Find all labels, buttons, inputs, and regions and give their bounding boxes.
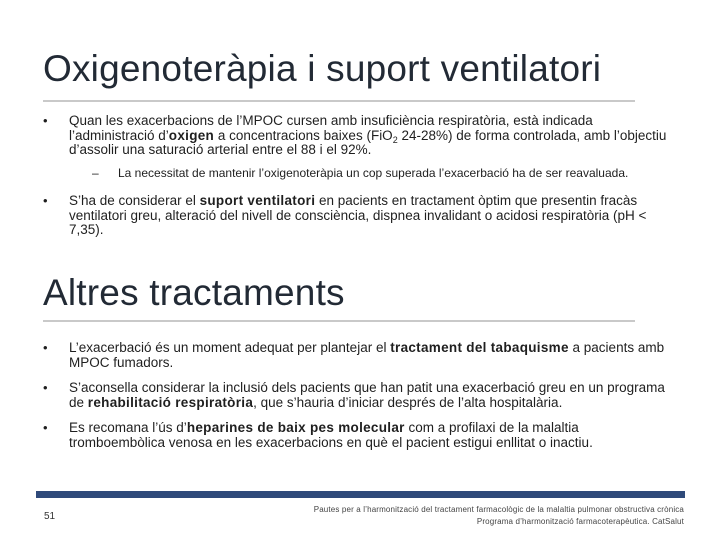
footer-program-name: Programa d’harmonització farmacoterapèutica. CatSalut	[476, 517, 684, 526]
bold-term: rehabilitació respiratòria	[87, 394, 254, 410]
subscript: 2	[392, 134, 398, 145]
bold-term: suport ventilatori	[199, 193, 316, 208]
page-number: 51	[44, 511, 56, 522]
bold-term: oxigen	[168, 127, 215, 143]
dash-marker: –	[92, 166, 99, 180]
bullet-text: Es recomana l’ús d’heparines de baix pes molecular com a profilaxi de la malaltia tromboembòlica venosa en les exacerbacions en què el pacient estigui enllitat o inactiu.	[69, 420, 593, 450]
footer-bar	[36, 491, 685, 498]
bullet-marker: •	[43, 380, 48, 395]
footer-document-title: Pautes per a l’harmonització del tractament farmacològic de la malaltia pulmonar obstructiva crònica	[313, 505, 684, 514]
bullet-text: Quan les exacerbacions de l’MPOC cursen amb insuficiència respiratòria, està indicada l’administració d’oxigen a concentracions baixes (FiO$_2$ 24-28%) de forma controlada, amb l’objectiu d’assolir una saturació arterial entre el 88 i el 92%.	[69, 113, 667, 157]
bullet-marker: •	[43, 193, 48, 208]
bullet-text: L’exacerbació és un moment adequat per plantejar el tractament del tabaquisme a pacients amb MPOC fumadors.	[69, 340, 665, 370]
bullet-marker: •	[43, 340, 48, 355]
section-title-other-treatments: Altres tractaments	[43, 272, 345, 313]
sub-bullet-text: La necessitat de mantenir l’oxigenoteràpia un cop superada l’exacerbació ha de ser reavaluada.	[118, 166, 629, 180]
bullet-text: S’ha de considerar el suport ventilatori en pacients en tractament òptim que presentin fracàs ventilatori greu, alteració del nivell de consciència, dispnea invalidant o acidosi respiratòria (pH < 7,35).	[69, 193, 647, 237]
bullet-marker: •	[43, 113, 48, 128]
title-divider	[43, 100, 635, 102]
bullet-marker: •	[43, 420, 48, 435]
section-title-oxygen: Oxigenoteràpia i suport ventilatori	[43, 48, 602, 89]
title-divider	[43, 320, 635, 322]
bullet-text: S’aconsella considerar la inclusió dels pacients que han patit una exacerbació greu en un programa de rehabilitació respiratòria, que s’hauria d’iniciar després de l’alta hospitalària.	[69, 380, 665, 410]
bold-term: tractament del tabaquisme	[390, 340, 569, 355]
bold-term: heparines de baix pes molecular	[186, 420, 405, 435]
